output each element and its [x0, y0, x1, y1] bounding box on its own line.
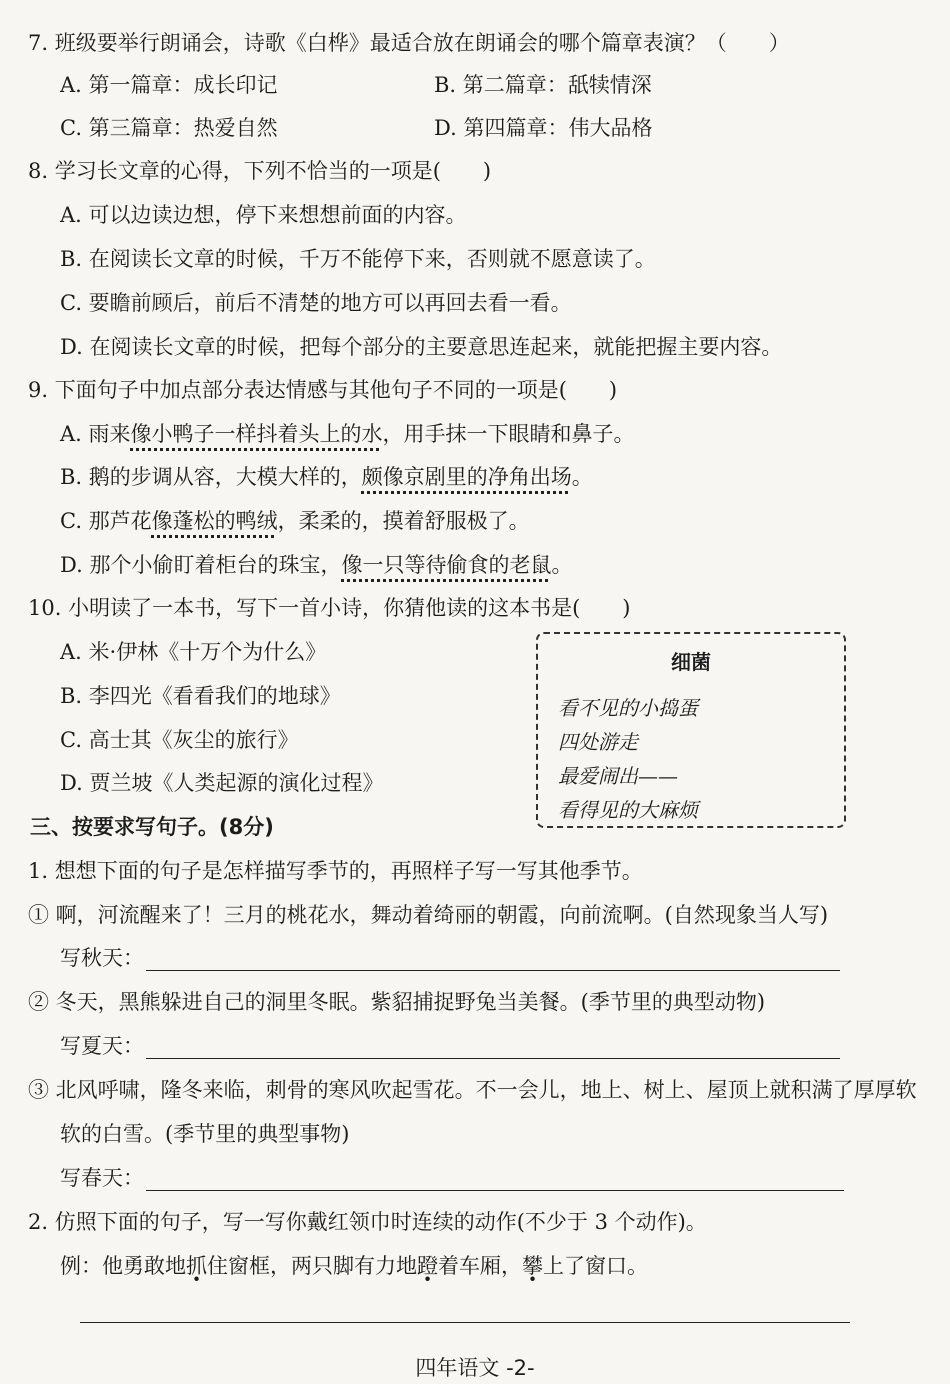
s3-item-3-prompt: 写春天： — [60, 1166, 144, 1190]
q8-option-c: C. 要瞻前顾后，前后不清楚的地方可以再回去看一看。 — [60, 291, 572, 315]
q7-option-d: D. 第四篇章：伟大品格 — [434, 116, 653, 140]
q9-option-c: C. 那芦花像蓬松的鸭绒，柔柔的，摸着舒服极了。 — [60, 509, 530, 533]
poem-box — [536, 632, 846, 828]
poem-line-1: 看不见的小捣蛋 — [558, 696, 698, 720]
red-scarf-answer-blank[interactable] — [80, 1322, 850, 1323]
q9-d-dotted-phrase: 像一只等待偷食的老鼠 — [341, 553, 552, 577]
s3-item-3-continuation: 软的白雪。(季节里的典型事物) — [60, 1122, 350, 1146]
section-3-title: 三、按要求写句子。(8分) — [30, 815, 274, 839]
s3-item-2-prompt: 写夏天： — [60, 1034, 144, 1058]
poem-line-3: 最爱闹出—— — [558, 764, 678, 788]
s3-item-1-text: ① 啊，河流醒来了！三月的桃花水，舞动着绮丽的朝霞，向前流啊。(自然现象当人写) — [28, 903, 829, 927]
q8-option-b: B. 在阅读长文章的时候，千万不能停下来，否则就不愿意读了。 — [60, 247, 656, 271]
q8-option-d: D. 在阅读长文章的时候，把每个部分的主要意思连起来，就能把握主要内容。 — [60, 335, 783, 359]
q7-stem: 7. 班级要举行朗诵会，诗歌《白桦》最适合放在朗诵会的哪个篇章表演？（ ） — [28, 31, 790, 55]
q9-option-d: D. 那个小偷盯着柜台的珠宝，像一只等待偷食的老鼠。 — [60, 553, 573, 577]
q10-option-d: D. 贾兰坡《人类起源的演化过程》 — [60, 771, 384, 795]
s3-item-3-text: ③ 北风呼啸，隆冬来临，刺骨的寒风吹起雪花。不一会儿，地上、树上、屋顶上就积满了厚厚软 — [28, 1078, 917, 1102]
q10-stem: 10. 小明读了一本书，写下一首小诗，你猜他读的这本书是( ) — [28, 596, 631, 620]
q10-option-b: B. 李四光《看看我们的地球》 — [60, 684, 341, 708]
autumn-answer-blank[interactable] — [146, 970, 840, 971]
s3-item-2-text: ② 冬天，黑熊躲进自己的洞里冬眠。紫貂捕捉野兔当美餐。(季节里的典型动物) — [28, 990, 766, 1014]
q9-option-b: B. 鹅的步调从容，大模大样的，颇像京剧里的净角出场。 — [60, 465, 593, 489]
q9-stem: 9. 下面句子中加点部分表达情感与其他句子不同的一项是( ) — [28, 378, 618, 402]
q7-option-c: C. 第三篇章：热爱自然 — [60, 116, 278, 140]
poem-title: 细菌 — [671, 650, 711, 674]
q10-option-c: C. 高士其《灰尘的旅行》 — [60, 728, 299, 752]
summer-answer-blank[interactable] — [146, 1058, 840, 1059]
emphasis-verb-3: 攀 — [522, 1254, 543, 1278]
q8-stem: 8. 学习长文章的心得，下列不恰当的一项是( ) — [28, 159, 492, 183]
poem-line-4: 看得见的大麻烦 — [558, 798, 698, 822]
s3-q2-stem: 2. 仿照下面的句子，写一写你戴红领巾时连续的动作(不少于 3 个动作)。 — [28, 1210, 707, 1234]
q8-option-a: A. 可以边读边想，停下来想想前面的内容。 — [60, 203, 467, 227]
s3-q2-example: 例：他勇敢地抓住窗框，两只脚有力地蹬着车厢，攀上了窗口。 — [60, 1254, 648, 1278]
q9-b-dotted-phrase: 颇像京剧里的净角出场 — [361, 465, 572, 489]
emphasis-verb-2: 蹬 — [417, 1254, 438, 1278]
q9-option-a: A. 雨来像小鸭子一样抖着头上的水，用手抹一下眼睛和鼻子。 — [60, 422, 635, 446]
poem-line-2: 四处游走 — [558, 730, 638, 754]
q7-option-a: A. 第一篇章：成长印记 — [60, 73, 278, 97]
q10-option-a: A. 米·伊林《十万个为什么》 — [60, 640, 327, 664]
page-footer: 四年语文 -2- — [415, 1356, 535, 1380]
s3-item-1-prompt: 写秋天： — [60, 946, 144, 970]
s3-q1-stem: 1. 想想下面的句子是怎样描写季节的，再照样子写一写其他季节。 — [28, 859, 643, 883]
q7-option-b: B. 第二篇章：舐犊情深 — [434, 73, 652, 97]
q9-a-dotted-phrase: 像小鸭子一样抖着头上的水 — [130, 422, 383, 446]
q9-c-dotted-phrase: 像蓬松的鸭绒 — [151, 509, 278, 533]
spring-answer-blank[interactable] — [146, 1190, 844, 1191]
emphasis-verb-1: 抓 — [186, 1254, 207, 1278]
